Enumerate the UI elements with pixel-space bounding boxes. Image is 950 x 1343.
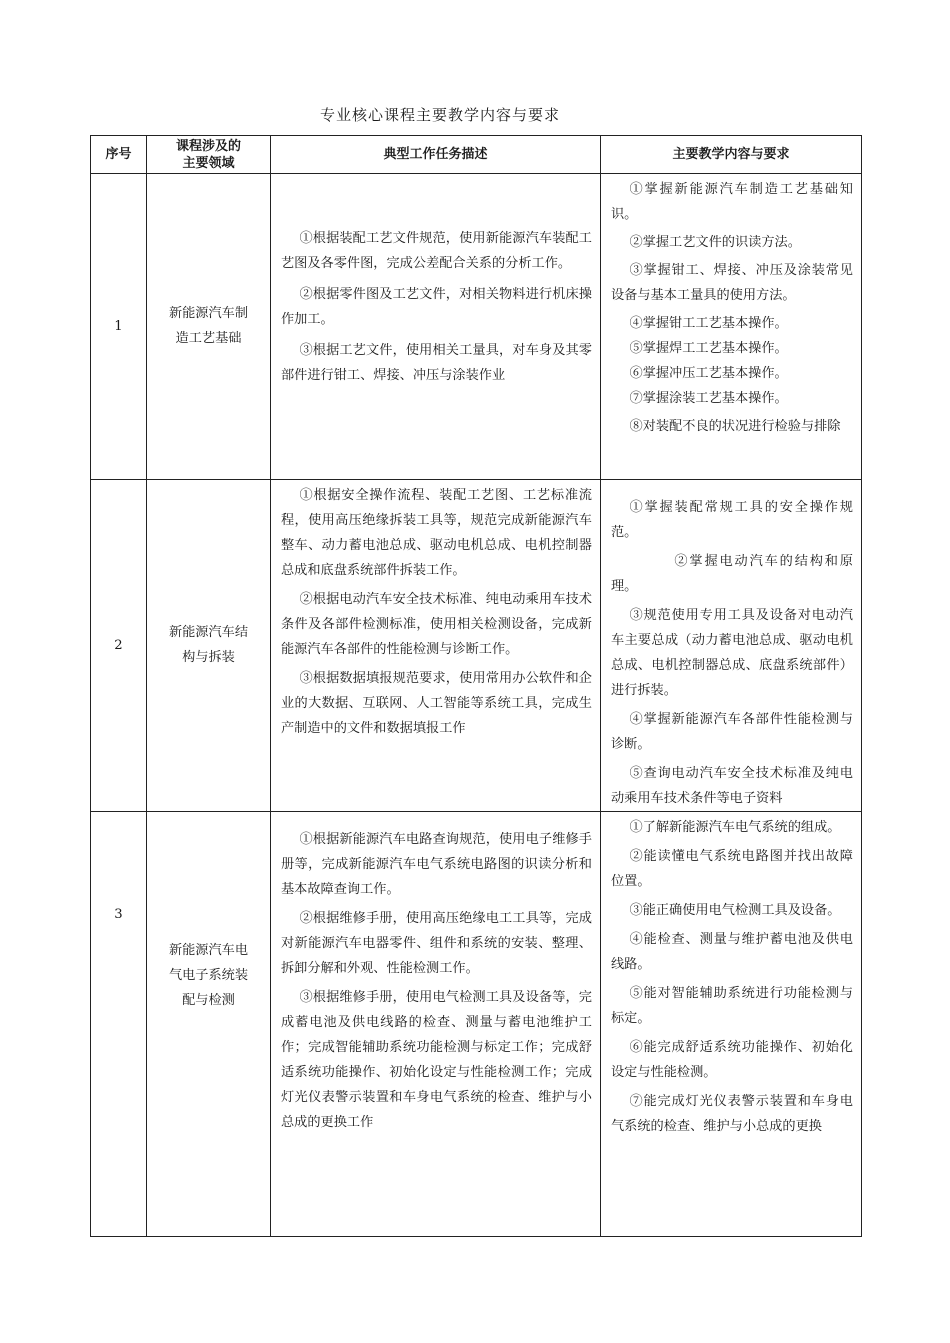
area-line: 新能源汽车制 [168,306,249,321]
requirement-item: ⑦能完成灯光仪表警示装置和车身电气系统的检查、维护与小总成的更换 [611,1094,853,1134]
requirement-item: ①掌握新能源汽车制造工艺基础知识。 [611,182,853,222]
area-cell [147,812,271,1237]
requirement-item: ④掌握新能源汽车各部件性能检测与诊断。 [611,712,853,752]
requirement-item: ③能正确使用电气检测工具及设备。 [629,903,841,918]
area-text [147,480,270,670]
task-item: ③根据工艺文件，使用相关工量具，对车身及其零部件进行钳工、焊接、冲压与涂装作业 [281,343,592,383]
row-number: 2 [114,638,123,653]
area-line: 气电子系统装 [168,968,249,983]
task-cell [271,174,601,480]
area-line: 构与拆装 [182,650,235,665]
requirement-item: ②掌握工艺文件的识读方法。 [629,235,801,250]
requirement-item: ②掌握电动汽车的结构和原理。 [611,554,853,594]
table-header-row [91,136,862,174]
table-row [91,480,862,812]
area-line: 新能源汽车结 [168,625,249,640]
requirement-item: ③规范使用专用工具及设备对电动汽车主要总成（动力蓄电池总成、驱动电机总成、电机控制器总成、底盘系统部件）进行拆装。 [611,608,853,698]
requirement-item: ④掌握钳工工艺基本操作。 [629,316,788,331]
area-text [147,174,270,351]
header-task: 典型工作任务描述 [271,136,601,174]
row-number-cell [91,480,147,812]
table-row [91,812,862,1237]
row-number: 3 [114,907,123,922]
area-cell [147,174,271,480]
row-number: 1 [114,319,123,334]
requirement-item: ④能检查、测量与维护蓄电池及供电线路。 [611,932,853,972]
requirement-cell [601,480,862,812]
area-text [147,812,270,1013]
requirement-item: ⑧对装配不良的状况进行检验与排除 [629,419,841,434]
requirement-item: ①了解新能源汽车电气系统的组成。 [629,820,841,835]
task-item: ①根据安全操作流程、装配工艺图、工艺标准流程，使用高压绝缘拆装工具等，规范完成新能源汽车整车、动力蓄电池总成、驱动电机总成、电机控制器总成和底盘系统部件拆装工作。 [281,488,592,578]
header-area-line1: 课程涉及的 [175,138,241,154]
task-item: ①根据装配工艺文件规范，使用新能源汽车装配工艺图及各零件图，完成公差配合关系的分析工作。 [281,231,592,271]
header-area [147,136,271,174]
requirement-item: ⑦掌握涂装工艺基本操作。 [629,391,788,406]
header-no: 序号 [91,136,147,174]
row-number-cell [91,812,147,1237]
header-req: 主要教学内容与要求 [601,136,862,174]
course-table [90,135,862,1237]
task-item: ③根据维修手册，使用电气检测工具及设备等，完成蓄电池及供电线路的检查、测量与蓄电池维护工作；完成智能辅助系统功能检测与标定工作；完成舒适系统功能操作、初始化设定与性能检测工作；完成灯光仪表警示装置和车身电气系统的检查、维护与小总成的更换工作 [281,990,592,1130]
task-cell [271,812,601,1237]
task-item: ②根据电动汽车安全技术标准、纯电动乘用车技术条件及各部件检测标准，使用相关检测设备，完成新能源汽车各部件的性能检测与诊断工作。 [281,592,592,657]
requirement-item: ⑥掌握冲压工艺基本操作。 [629,366,788,381]
table-row [91,174,862,480]
requirement-cell [601,812,862,1237]
task-item: ①根据新能源汽车电路查询规范，使用电子维修手册等，完成新能源汽车电气系统电路图的识读分析和基本故障查询工作。 [281,832,592,897]
row-number-cell [91,174,147,480]
requirement-item: ⑥能完成舒适系统功能操作、初始化设定与性能检测。 [611,1040,853,1080]
task-item: ②根据零件图及工艺文件，对相关物料进行机床操作加工。 [281,287,592,327]
task-item: ②根据维修手册，使用高压绝缘电工工具等，完成对新能源汽车电器零件、组件和系统的安装、整理、拆卸分解和外观、性能检测工作。 [281,911,592,976]
requirement-item: ⑤掌握焊工工艺基本操作。 [629,341,788,356]
area-line: 造工艺基础 [175,331,242,346]
task-item: ③根据数据填报规范要求，使用常用办公软件和企业的大数据、互联网、人工智能等系统工具，完成生产制造中的文件和数据填报工作 [281,671,592,736]
requirement-item: ⑤查询电动汽车安全技术标准及纯电动乘用车技术条件等电子资料 [611,766,853,806]
requirement-item: ②能读懂电气系统电路图并找出故障位置。 [611,849,853,889]
area-line: 新能源汽车电 [168,943,249,958]
area-cell [147,480,271,812]
requirement-item: ③掌握钳工、焊接、冲压及涂装常见设备与基本工量具的使用方法。 [611,263,853,303]
requirement-cell [601,174,862,480]
page-title: 专业核心课程主要教学内容与要求 [319,106,560,124]
header-area-line2: 主要领域 [182,155,235,171]
area-line: 配与检测 [182,993,235,1008]
requirement-item: ⑤能对智能辅助系统进行功能检测与标定。 [611,986,853,1026]
task-cell [271,480,601,812]
requirement-item: ①掌握装配常规工具的安全操作规范。 [611,500,853,540]
